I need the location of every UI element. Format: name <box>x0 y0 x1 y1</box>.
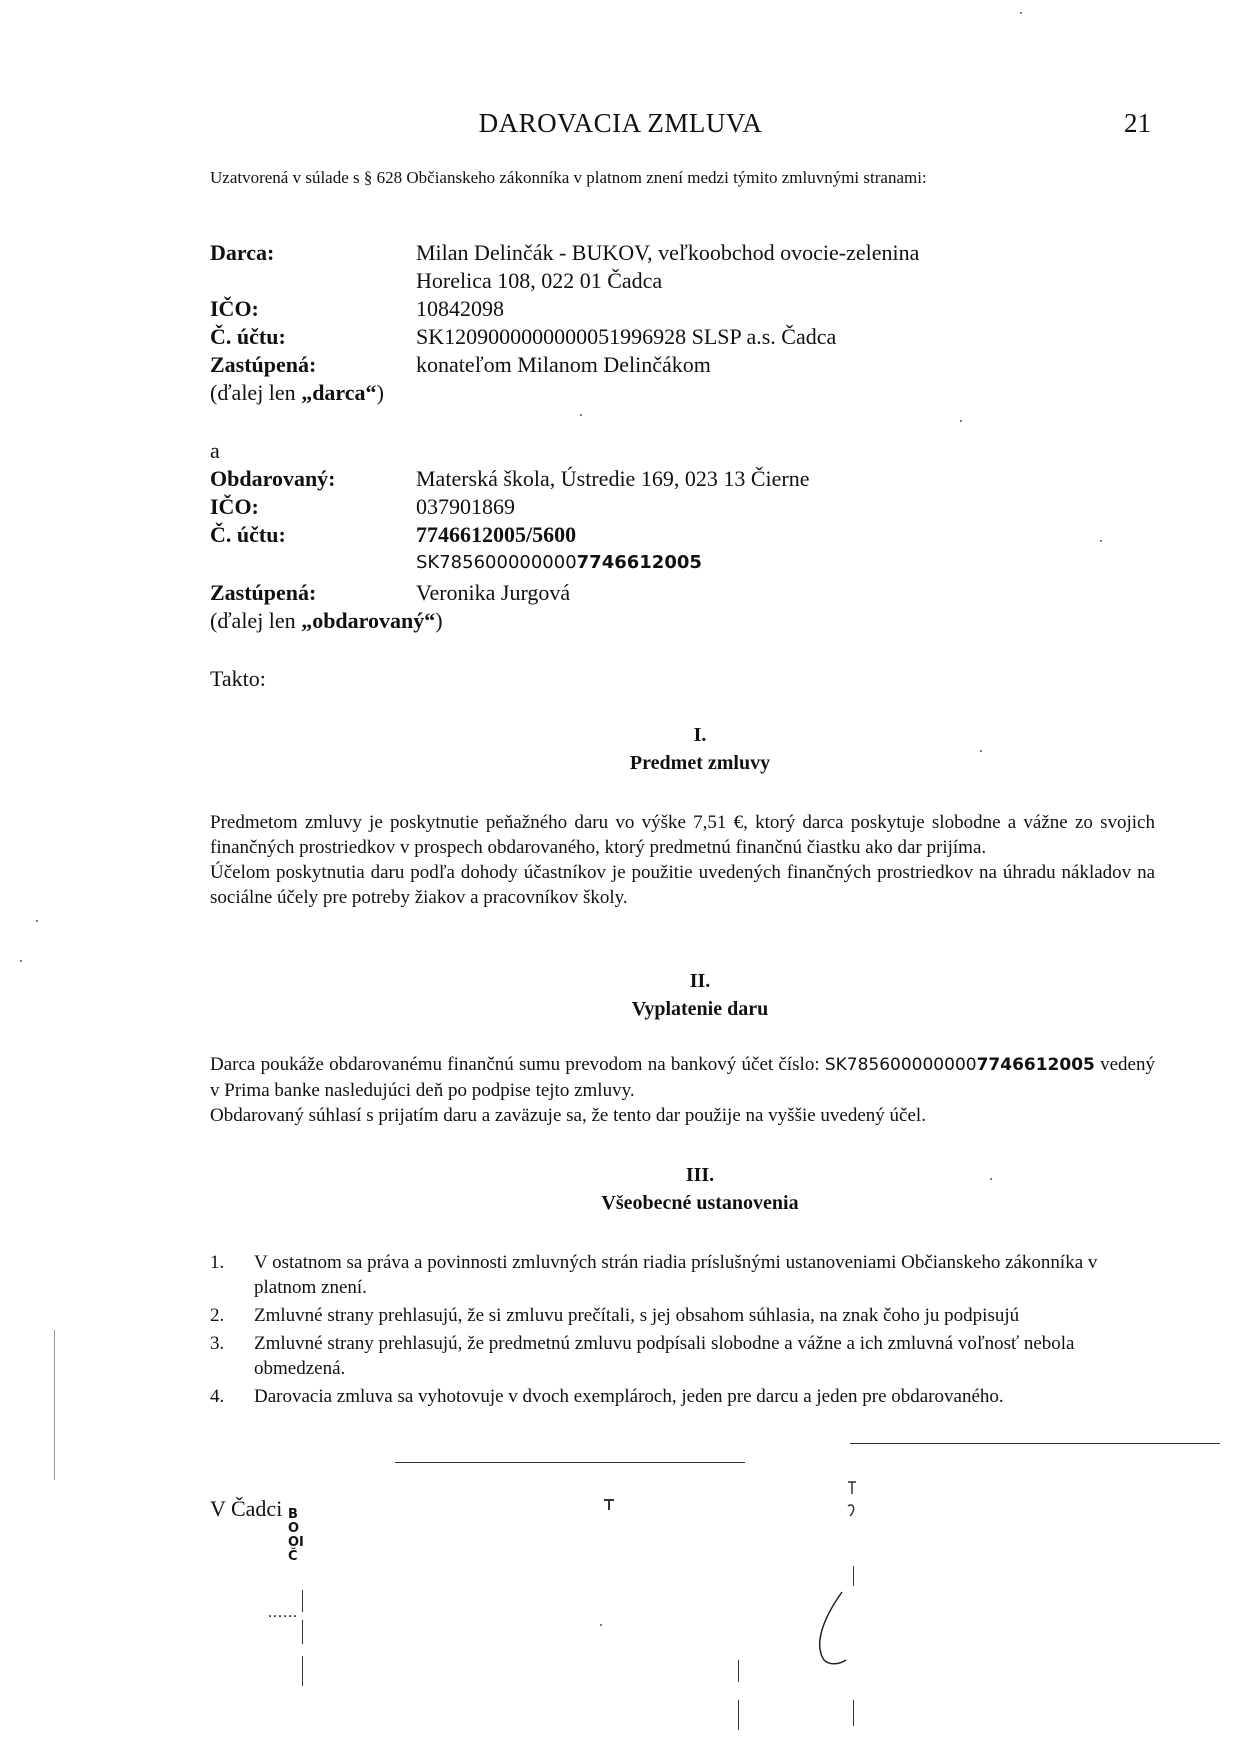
section-3-number: III. <box>685 1164 715 1186</box>
stamp-edge <box>738 1700 739 1730</box>
donee-account-label: Č. účtu: <box>210 522 286 547</box>
stamp-edge <box>302 1620 303 1644</box>
section-2-paragraph: Darca poukáže obdarovanému finančnú sumu prevodom na bankový účet číslo: SK7856000000007746612005 vedený v Prima banke nasledujúci deň po podpise tejto zmluvy. Obdarovaný súhlasí s prijatím daru a zaväzuje sa, že tento dar použije na vyššie uvedený účel. <box>210 1054 1155 1126</box>
stamp-edge <box>302 1656 303 1686</box>
ink-stroke <box>850 1443 1220 1444</box>
intro-text: Uzatvorená v súlade s § 628 Občianskeho zákonníka v platnom znení medzi týmito zmluvnými stranami: <box>210 168 927 187</box>
section-2-title: Vyplatenie daru <box>631 998 769 1020</box>
donee-alias: (ďalej len „obdarovaný“) <box>210 608 443 633</box>
list-item: 1. V ostatnom sa práva a povinnosti zmluvných strán riadia príslušnými ustanoveniami Občianskeho zákonníka v platnom znení. <box>210 1252 1098 1298</box>
section-1-paragraph: Predmetom zmluvy je poskytnutie peňažného daru vo výške 7,51 €, ktorý darca poskytuje slobodne a vážne zo svojich finančných prostriedkov v prospech obdarovaného, ktorý predmetnú finančnú čiastku ako dar prijíma. Účelom poskytnutia daru podľa dohody účastníkov je použitie uvedených finančných prostriedkov na úhradu nákladov na sociálne účely pre potreby žiakov a pracovníkov školy. <box>210 812 1155 908</box>
section-1-number: I. <box>693 724 707 746</box>
donor-represented: konateľom Milanom Delinčákom <box>416 352 711 377</box>
scan-speck <box>600 1624 602 1626</box>
donor-account-label: Č. účtu: <box>210 324 286 349</box>
scan-speck <box>990 1178 992 1180</box>
section-3-title: Všeobecné ustanovenia <box>601 1192 799 1214</box>
donee-name: Materská škola, Ústredie 169, 023 13 Čierne <box>416 466 810 491</box>
scan-speck <box>960 420 962 422</box>
donor-represented-label: Zastúpená: <box>210 352 317 377</box>
ink-mark <box>844 1480 860 1520</box>
document-title: DAROVACIA ZMLUVA <box>478 108 763 138</box>
donee-label: Obdarovaný: <box>210 466 336 491</box>
signature-mark <box>812 1590 852 1670</box>
scan-speck <box>980 750 982 752</box>
donor-name: Milan Delinčák - BUKOV, veľkoobchod ovocie-zelenina <box>416 240 920 265</box>
scan-speck <box>36 920 38 922</box>
donor-address: Horelica 108, 022 01 Čadca <box>416 268 663 293</box>
stamp-edge <box>738 1660 739 1682</box>
scan-edge <box>54 1330 55 1480</box>
signature-dots: ...... <box>268 1604 298 1621</box>
ink-mark <box>602 1497 616 1513</box>
donee-represented: Veronika Jurgová <box>416 580 571 605</box>
ink-stroke <box>395 1462 745 1463</box>
provisions-list <box>210 1250 1155 1409</box>
scan-speck <box>580 414 582 416</box>
donor-ico-label: IČO: <box>210 296 259 321</box>
donee-ico: 037901869 <box>416 494 515 519</box>
donor-alias: (ďalej len „darca“) <box>210 380 384 405</box>
stamp-fragment: BOOIČ <box>288 1507 304 1564</box>
donor-account: SK1209000000000051996928 SLSP a.s. Čadca <box>416 324 837 349</box>
takto: Takto: <box>210 666 266 691</box>
scan-speck <box>1020 12 1022 14</box>
donee-ico-label: IČO: <box>210 494 259 519</box>
list-item: 4. Darovacia zmluva sa vyhotovuje v dvoch exemplároch, jeden pre darcu a jeden pre obdarovaného. <box>210 1386 1004 1407</box>
section-2-number: II. <box>689 970 711 992</box>
donee-iban: SK7856000000007746612005 <box>416 552 702 573</box>
place-text: V Čadci <box>210 1496 283 1521</box>
stamp-edge <box>302 1590 303 1612</box>
donee-represented-label: Zastúpená: <box>210 580 317 605</box>
donor-ico: 10842098 <box>416 296 504 321</box>
list-item: 2. Zmluvné strany prehlasujú, že si zmluvu prečítali, s jej obsahom súhlasia, na znak čoho ju podpisujú <box>210 1305 1020 1326</box>
list-item: 3. Zmluvné strany prehlasujú, že predmetnú zmluvu podpísali slobodne a vážne a ich zmluvná voľnosť nebola obmedzená. <box>210 1333 1075 1379</box>
donee-account: 7746612005/5600 <box>416 522 577 547</box>
page-number: 21 <box>1124 108 1151 138</box>
stamp-edge <box>853 1700 854 1726</box>
donor-label: Darca: <box>210 240 275 265</box>
stamp-edge <box>853 1566 854 1586</box>
section-1-title: Predmet zmluvy <box>629 752 771 774</box>
conjunction: a <box>210 438 220 463</box>
scan-speck <box>1100 540 1102 542</box>
scan-speck <box>20 960 22 962</box>
